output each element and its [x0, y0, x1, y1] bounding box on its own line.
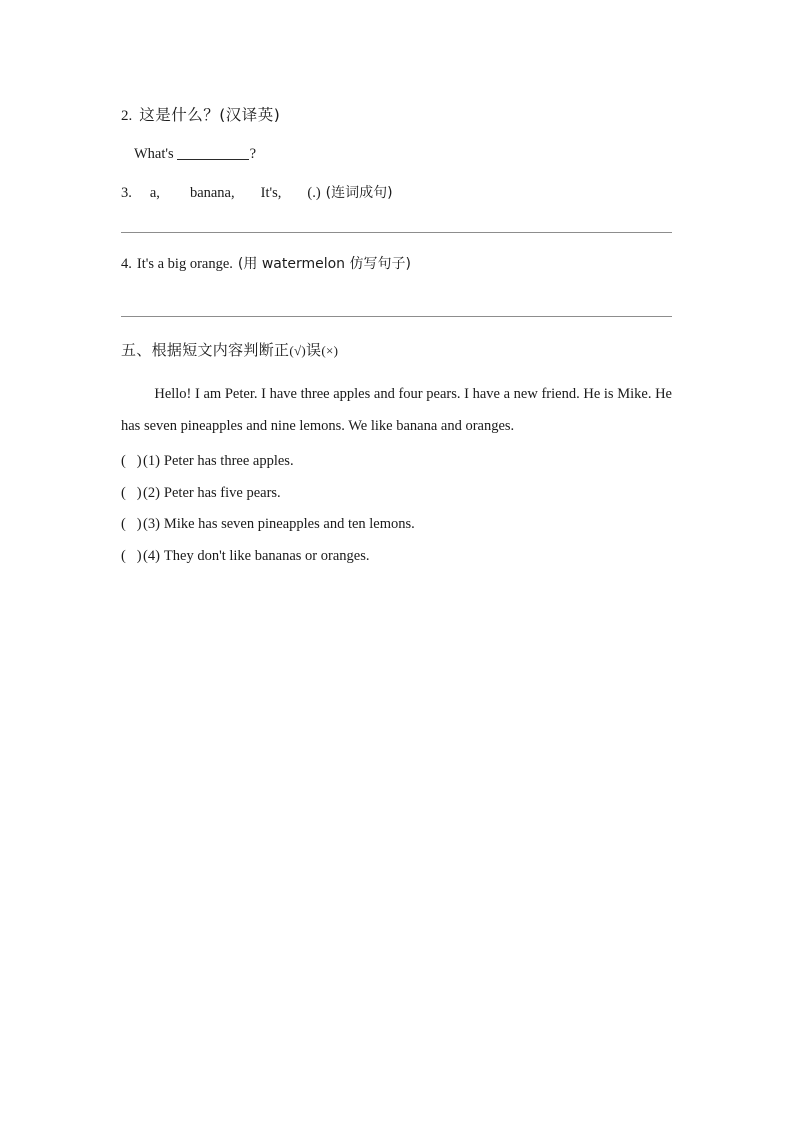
- question-3-word-2: banana,: [189, 184, 235, 201]
- section-five-wrong-label: 误: [306, 341, 322, 359]
- item-text: They don't like bananas or oranges.: [163, 547, 370, 564]
- worksheet-content: [121, 104, 673, 563]
- question-3-number: 3.: [121, 184, 132, 201]
- false-mark: (×): [321, 343, 339, 358]
- item-label: (2): [143, 484, 160, 501]
- question-4-sentence: It's a big orange.: [136, 256, 233, 273]
- item-label: (4): [143, 547, 160, 564]
- question-3-word-4: (.): [307, 184, 321, 201]
- list-item[interactable]: [121, 517, 673, 532]
- question-4-number: 4.: [121, 256, 132, 273]
- question-2-blank[interactable]: [177, 145, 249, 160]
- section-five-title: 根据短文内容判断正: [151, 341, 290, 359]
- question-4: [121, 254, 673, 276]
- question-4-instruction: (用 watermelon 仿写句子): [237, 256, 411, 273]
- question-3-word-1: a,: [149, 184, 160, 201]
- answer-rule-question-4[interactable]: [121, 316, 672, 317]
- question-3-word-3: It's,: [260, 184, 282, 201]
- true-false-list: [121, 454, 673, 563]
- answer-bracket[interactable]: ( ): [121, 516, 142, 533]
- item-label: (3): [143, 516, 160, 533]
- item-text: Mike has seven pineapples and ten lemons.: [163, 516, 415, 533]
- list-item[interactable]: [121, 486, 673, 501]
- section-five-number: 五、: [121, 341, 152, 359]
- item-text: Peter has three apples.: [163, 453, 294, 470]
- list-item[interactable]: [121, 549, 673, 564]
- question-2-prompt: 这是什么？(汉译英): [139, 106, 281, 124]
- answer-bracket[interactable]: ( ): [121, 547, 142, 564]
- question-2-number: 2.: [121, 108, 133, 124]
- list-item[interactable]: [121, 454, 673, 469]
- question-3-instruction: (连词成句): [325, 184, 393, 201]
- section-five-heading: [121, 339, 673, 360]
- answer-bracket[interactable]: ( ): [121, 484, 142, 501]
- question-3: [121, 183, 673, 205]
- answer-bracket[interactable]: ( ): [121, 453, 142, 470]
- answer-rule-question-3[interactable]: [121, 232, 672, 233]
- true-mark: (√): [289, 343, 307, 358]
- question-2-answer-suffix: ?: [249, 145, 257, 162]
- reading-passage: Hello! I am Peter. I have three apples and four pears. I have a new friend. He is Mike. He has seven pineapples and nine lemons. We like banana and oranges.: [121, 386, 672, 434]
- question-2-answer-prefix: What's: [134, 145, 174, 162]
- question-2: [121, 104, 673, 128]
- question-2-answer-line[interactable]: [134, 144, 673, 166]
- item-text: Peter has five pears.: [163, 484, 281, 501]
- item-label: (1): [143, 453, 160, 470]
